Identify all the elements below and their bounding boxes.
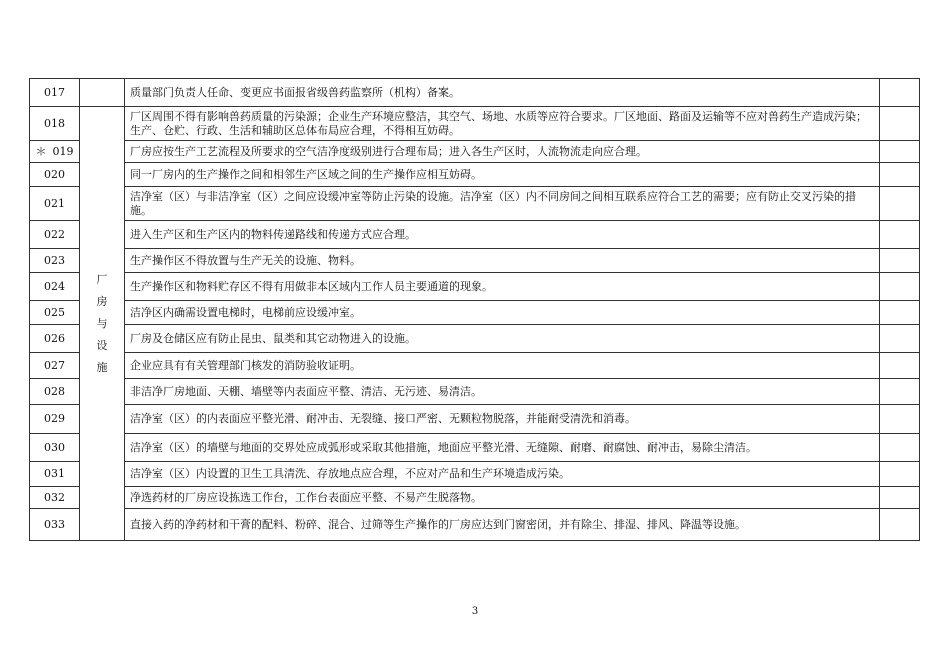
item-code-text: 033 xyxy=(44,517,65,531)
result-cell xyxy=(880,141,920,163)
item-code-text: 032 xyxy=(44,490,65,504)
result-cell xyxy=(880,325,920,353)
item-code-text: 018 xyxy=(44,116,65,130)
item-content: 洁净室（区）的内表面应平整光滑、耐冲击、无裂缝、接口严密、无颗粒物脱落，并能耐受清洗和消毒。 xyxy=(125,405,880,434)
table-row xyxy=(30,353,920,379)
result-cell xyxy=(880,163,920,187)
item-content: 厂房及仓储区应有防止昆虫、鼠类和其它动物进入的设施。 xyxy=(125,325,880,353)
table-row xyxy=(30,509,920,541)
page-number: 3 xyxy=(471,606,479,617)
table-row xyxy=(30,325,920,353)
item-code-text: 021 xyxy=(44,196,65,210)
item-content: 洁净室（区）的墙壁与地面的交界处应成弧形或采取其他措施，地面应平整光滑、无缝隙、耐磨、耐腐蚀、耐冲击，易除尘清洁。 xyxy=(125,434,880,462)
item-code xyxy=(30,249,80,273)
table-row xyxy=(30,163,920,187)
item-code xyxy=(30,325,80,353)
item-code xyxy=(30,301,80,325)
item-code xyxy=(30,462,80,487)
category-cell xyxy=(80,107,125,541)
item-code-text: 027 xyxy=(44,358,65,372)
result-cell xyxy=(880,462,920,487)
item-code xyxy=(30,353,80,379)
result-cell xyxy=(880,353,920,379)
item-code-text: 017 xyxy=(44,85,65,99)
item-content: 厂房应按生产工艺流程及所要求的空气洁净度级别进行合理布局；进入各生产区时，人流物流走向应合理。 xyxy=(125,141,880,163)
table-row xyxy=(30,301,920,325)
item-code xyxy=(30,163,80,187)
item-content: 洁净区内确需设置电梯时，电梯前应设缓冲室。 xyxy=(125,301,880,325)
item-code-text: 030 xyxy=(44,440,65,454)
key-item-mark: ＊ xyxy=(35,144,47,158)
item-content: 进入生产区和生产区内的物料传递路线和传递方式应合理。 xyxy=(125,221,880,249)
item-content: 生产操作区和物料贮存区不得有用做非本区域内工作人员主要通道的现象。 xyxy=(125,273,880,301)
table-row xyxy=(30,249,920,273)
item-code-text: 023 xyxy=(44,253,65,267)
item-code xyxy=(30,434,80,462)
item-code xyxy=(30,141,80,163)
result-cell xyxy=(880,509,920,541)
item-code xyxy=(30,273,80,301)
item-content: 洁净室（区）与非洁净室（区）之间应设缓冲室等防止污染的设施。洁净室（区）内不同房间之间相互联系应符合工艺的需要；应有防止交叉污染的措施。 xyxy=(125,187,880,221)
item-code xyxy=(30,405,80,434)
item-content: 企业应具有有关管理部门核发的消防验收证明。 xyxy=(125,353,880,379)
item-code-text: 031 xyxy=(44,467,65,480)
item-code-text: 025 xyxy=(44,305,65,319)
item-content: 直接入药的净药材和干膏的配料、粉碎、混合、过筛等生产操作的厂房应达到门窗密闭，并有除尘、排湿、排风、降温等设施。 xyxy=(125,509,880,541)
result-cell xyxy=(880,79,920,107)
result-cell xyxy=(880,301,920,325)
table-row xyxy=(30,107,920,141)
item-code-text: 028 xyxy=(44,384,65,398)
item-code-text: 020 xyxy=(44,167,65,181)
result-cell xyxy=(880,107,920,141)
item-content: 厂区周围不得有影响兽药质量的污染源；企业生产环境应整洁，其空气、场地、水质等应符合要求。厂区地面、路面及运输等不应对兽药生产造成污染；生产、仓贮、行政、生活和辅助区总体布局应合理，不得相互妨碍。 xyxy=(125,107,880,141)
item-code-text: 019 xyxy=(52,144,74,158)
result-cell xyxy=(880,273,920,301)
item-content: 质量部门负责人任命、变更应书面报省级兽药监察所（机构）备案。 xyxy=(125,79,880,107)
item-code xyxy=(30,487,80,509)
item-content: 同一厂房内的生产操作之间和相邻生产区域之间的生产操作应相互妨碍。 xyxy=(125,163,880,187)
item-code xyxy=(30,221,80,249)
item-content: 净选药材的厂房应设拣选工作台，工作台表面应平整、不易产生脱落物。 xyxy=(125,487,880,509)
table-row xyxy=(30,434,920,462)
inspection-table xyxy=(29,78,920,541)
table-row xyxy=(30,405,920,434)
item-code xyxy=(30,379,80,405)
item-code-text: 029 xyxy=(44,412,65,425)
result-cell xyxy=(880,434,920,462)
result-cell xyxy=(880,221,920,249)
item-content: 生产操作区不得放置与生产无关的设施、物料。 xyxy=(125,249,880,273)
item-content: 非洁净厂房地面、天棚、墙壁等内表面应平整、清洁、无污迹、易清洁。 xyxy=(125,379,880,405)
result-cell xyxy=(880,487,920,509)
table-row xyxy=(30,487,920,509)
item-code xyxy=(30,509,80,541)
item-code-text: 026 xyxy=(44,331,65,345)
item-code xyxy=(30,79,80,107)
category-cell-empty xyxy=(80,79,125,107)
table-row xyxy=(30,79,920,107)
result-cell xyxy=(880,379,920,405)
category-label: 厂房与设施 xyxy=(96,272,108,374)
item-code-text: 022 xyxy=(44,227,65,241)
item-code xyxy=(30,107,80,141)
result-cell xyxy=(880,187,920,221)
result-cell xyxy=(880,249,920,273)
table-row xyxy=(30,273,920,301)
table-row xyxy=(30,141,920,163)
result-cell xyxy=(880,405,920,434)
item-content: 洁净室（区）内设置的卫生工具清洗、存放地点应合理，不应对产品和生产环境造成污染。 xyxy=(125,462,880,487)
table-row xyxy=(30,221,920,249)
item-code-text: 024 xyxy=(44,279,65,293)
table-row xyxy=(30,379,920,405)
item-code xyxy=(30,187,80,221)
table-row xyxy=(30,187,920,221)
table-row xyxy=(30,462,920,487)
